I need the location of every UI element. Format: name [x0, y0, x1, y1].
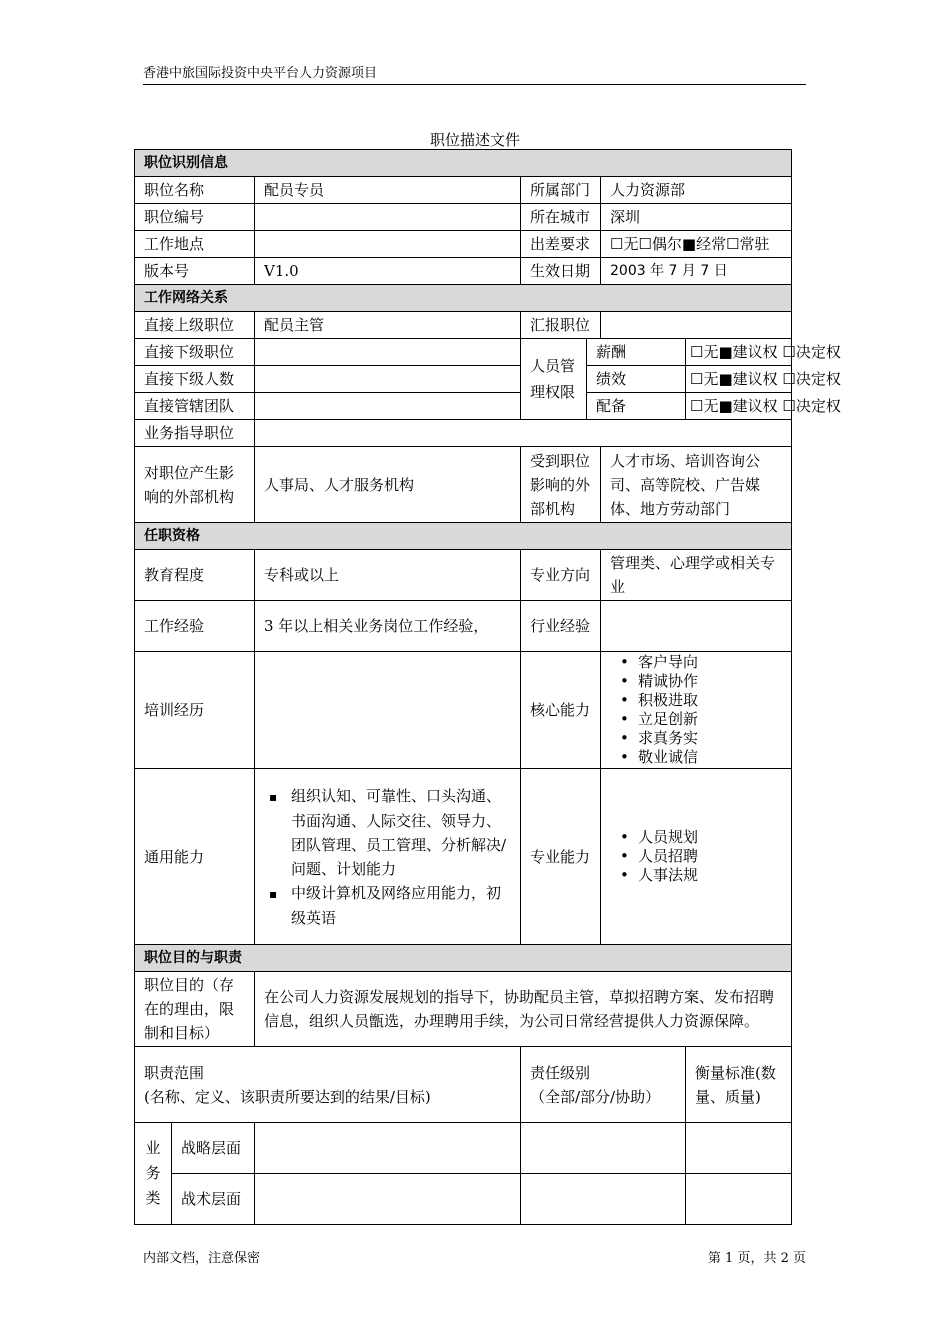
industry-experience-value	[601, 601, 792, 652]
position-code-label: 职位编号	[135, 204, 255, 231]
department-value: 人力资源部	[601, 177, 792, 204]
list-item: • 精诚协作	[620, 672, 782, 691]
strategy-measure-cell	[686, 1123, 792, 1174]
purpose-value: 在公司人力资源发展规划的指导下，协助配员主管，草拟招聘方案、发布招聘信息，组织人员甑选，办理聘用手续，为公司日常经营提供人力资源保障。	[255, 972, 792, 1047]
version-value: V1.0	[255, 258, 521, 285]
influencing-org-label: 对职位产生影响的外部机构	[135, 447, 255, 523]
influenced-org-label: 受到职位影响的外部机构	[521, 447, 601, 523]
page-number: 第 1 页，共 2 页	[707, 1251, 806, 1266]
tactic-level-cell	[521, 1174, 686, 1225]
auth-value-staffing: ☐无■建议权 ☐决定权	[686, 393, 792, 420]
work-experience-value: 3 年以上相关业务岗位工作经验，	[255, 601, 521, 652]
core-competency-label: 核心能力	[521, 652, 601, 769]
subordinate-count-label: 直接下级人数	[135, 366, 255, 393]
travel-value: ☐无☐偶尔■经常☐常驻	[601, 231, 792, 258]
department-label: 所属部门	[521, 177, 601, 204]
general-competency-value	[255, 769, 521, 945]
tactic-scope-cell	[255, 1174, 521, 1225]
section-network: 工作网络关系	[135, 285, 792, 312]
major-label: 专业方向	[521, 550, 601, 601]
report-position-label: 汇报职位	[521, 312, 601, 339]
list-item: ▪ 组织认知、可靠性、口头沟通、书面沟通、人际交往、领导力、团队管理、员工管理、分析解决/问题、计划能力	[261, 784, 514, 881]
strategy-level-label: 战略层面	[172, 1123, 255, 1174]
list-item: • 人员招聘	[620, 847, 782, 866]
core-competency-list	[610, 653, 782, 767]
general-competency-label: 通用能力	[135, 769, 255, 945]
section-purpose: 职位目的与职责	[135, 945, 792, 972]
subordinate-value	[255, 339, 521, 366]
superior-value: 配员主管	[255, 312, 521, 339]
auth-item-staffing: 配备	[587, 393, 686, 420]
effective-date-value: 2003 年 7 月 7 日	[601, 258, 792, 285]
page-header: 香港中旅国际投资中央平台人力资源项目	[143, 66, 806, 85]
document-title: 职位描述文件	[429, 131, 520, 149]
strategy-scope-cell	[255, 1123, 521, 1174]
core-competency-value	[601, 652, 792, 769]
team-label: 直接管辖团队	[135, 393, 255, 420]
version-label: 版本号	[135, 258, 255, 285]
work-experience-label: 工作经验	[135, 601, 255, 652]
tactic-measure-cell	[686, 1174, 792, 1225]
travel-label: 出差要求	[521, 231, 601, 258]
responsibility-level-header	[521, 1047, 686, 1123]
list-item: • 敬业诚信	[620, 748, 782, 767]
influenced-org-value: 人才市场、培训咨询公司、高等院校、广告媒体、地方劳动部门	[601, 447, 792, 523]
responsibility-level-label: 责任级别	[530, 1063, 591, 1082]
section-qualification: 任职资格	[135, 523, 792, 550]
confidential-note: 内部文档，注意保密	[143, 1251, 261, 1266]
industry-experience-label: 行业经验	[521, 601, 601, 652]
measure-standard-header: 衡量标准(数量、质量)	[686, 1047, 792, 1123]
list-item: • 客户导向	[620, 653, 782, 672]
work-place-label: 工作地点	[135, 231, 255, 258]
list-item: ▪ 中级计算机及网络应用能力，初级英语	[261, 881, 514, 930]
auth-item-salary: 薪酬	[587, 339, 686, 366]
auth-value-salary: ☐无■建议权 ☐决定权	[686, 339, 792, 366]
position-name-label: 职位名称	[135, 177, 255, 204]
report-position-value	[601, 312, 792, 339]
position-code-value	[255, 204, 521, 231]
superior-label: 直接上级职位	[135, 312, 255, 339]
section-identity: 职位识别信息	[135, 150, 792, 177]
job-description-form	[134, 149, 841, 1225]
guidance-position-value	[255, 420, 792, 447]
list-item: • 人事法规	[620, 866, 782, 885]
auth-item-performance: 绩效	[587, 366, 686, 393]
duty-scope-label: 职责范围	[144, 1063, 205, 1082]
auth-value-performance: ☐无■建议权 ☐决定权	[686, 366, 792, 393]
subordinate-count-value	[255, 366, 521, 393]
business-category-label: 业务类	[135, 1123, 172, 1225]
position-name-value: 配员专员	[255, 177, 521, 204]
major-value: 管理类、心理学或相关专业	[601, 550, 792, 601]
duty-scope-header	[135, 1047, 521, 1123]
professional-competency-value	[601, 769, 792, 945]
list-item: • 积极进取	[620, 691, 782, 710]
list-item: • 立足创新	[620, 710, 782, 729]
list-item: • 人员规划	[620, 828, 782, 847]
subordinate-label: 直接下级职位	[135, 339, 255, 366]
team-value	[255, 393, 521, 420]
general-competency-list	[261, 784, 514, 930]
influencing-org-value: 人事局、人才服务机构	[255, 447, 521, 523]
work-place-value	[255, 231, 521, 258]
tactic-level-label: 战术层面	[172, 1174, 255, 1225]
guidance-position-label: 业务指导职位	[135, 420, 255, 447]
responsibility-level-desc: （全部/部分/协助）	[530, 1087, 661, 1106]
training-value	[255, 652, 521, 769]
education-value: 专科或以上	[255, 550, 521, 601]
training-label: 培训经历	[135, 652, 255, 769]
city-value: 深圳	[601, 204, 792, 231]
strategy-level-cell	[521, 1123, 686, 1174]
professional-competency-list	[610, 828, 782, 885]
professional-competency-label: 专业能力	[521, 769, 601, 945]
effective-date-label: 生效日期	[521, 258, 601, 285]
duty-scope-desc: (名称、定义、该职责所要达到的结果/目标)	[144, 1087, 431, 1106]
city-label: 所在城市	[521, 204, 601, 231]
education-label: 教育程度	[135, 550, 255, 601]
list-item: • 求真务实	[620, 729, 782, 748]
purpose-label: 职位目的（存在的理由，限制和目标）	[135, 972, 255, 1047]
staff-authority-label: 人员管理权限	[521, 339, 587, 420]
